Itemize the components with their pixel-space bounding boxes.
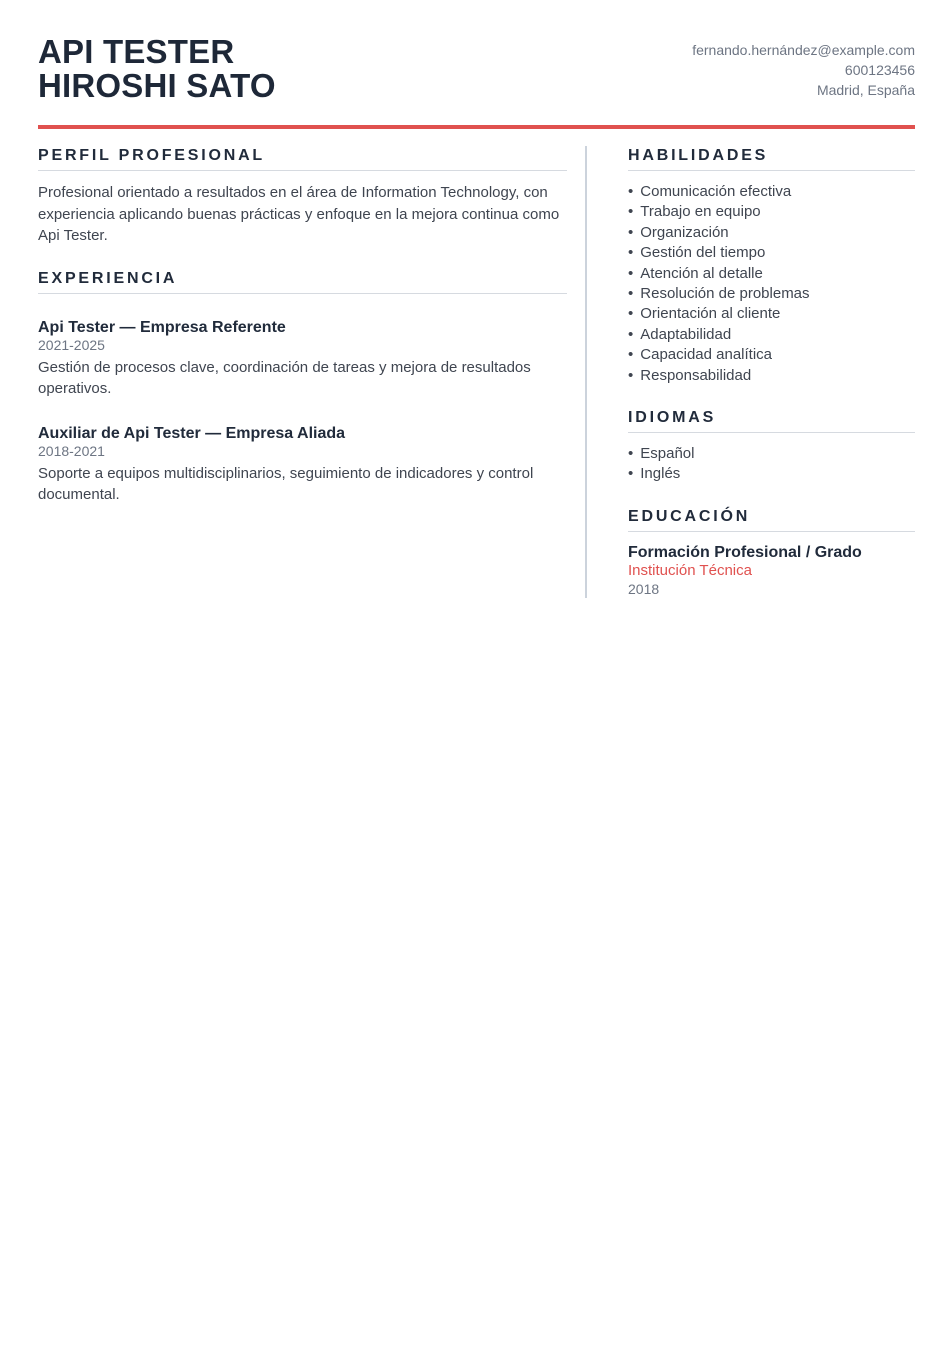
bullet-icon: • (628, 244, 634, 262)
skill-label: Resolución de problemas (640, 285, 810, 303)
bullet-icon: • (628, 203, 634, 221)
contact-info (692, 40, 915, 100)
bullet-icon: • (628, 183, 634, 200)
job-entry (38, 424, 567, 506)
skill-item (628, 345, 915, 365)
contact-email: fernando.hernández@example.com (692, 42, 915, 58)
bullet-icon: • (628, 305, 634, 323)
skill-item (628, 366, 915, 386)
bullet-icon: • (628, 346, 634, 364)
resume-body (38, 146, 915, 632)
job-period: 2021-2025 (38, 336, 105, 353)
section-profile (38, 146, 567, 247)
skill-label: Adaptabilidad (640, 325, 732, 343)
education-institution: Institución Técnica (628, 561, 752, 579)
bullet-icon: • (628, 445, 634, 463)
name-line-2: HIROSHI SATO (38, 67, 276, 104)
education-degree: Formación Profesional / Grado (628, 543, 862, 561)
languages-list (628, 444, 915, 485)
resume-header (38, 35, 915, 103)
skills-heading: HABILIDADES (628, 146, 915, 171)
contact-phone: 600123456 (844, 62, 915, 78)
language-label: Español (640, 445, 695, 463)
skill-label: Gestión del tiempo (640, 244, 766, 262)
skill-label: Responsabilidad (640, 366, 752, 384)
experience-heading: EXPERIENCIA (38, 269, 567, 294)
profile-heading: PERFIL PROFESIONAL (38, 146, 567, 171)
name-line-1: API TESTER (38, 33, 235, 70)
section-education (628, 507, 915, 598)
skill-label: Orientación al cliente (640, 305, 781, 323)
bullet-icon: • (628, 264, 634, 282)
column-divider-line (585, 146, 587, 598)
language-label: Inglés (640, 465, 681, 483)
job-title: Api Tester — Empresa Referente (38, 318, 286, 336)
skill-item (628, 182, 915, 202)
skills-list (628, 182, 915, 386)
language-item (628, 444, 915, 464)
skill-label: Trabajo en equipo (640, 203, 761, 221)
job-entry (38, 318, 567, 400)
education-year: 2018 (628, 580, 660, 597)
language-item (628, 464, 915, 484)
skill-item (628, 243, 915, 263)
section-skills (628, 146, 915, 386)
skill-label: Organización (640, 223, 729, 241)
skill-item (628, 325, 915, 345)
contact-location: Madrid, España (816, 82, 915, 98)
skill-item (628, 202, 915, 222)
skill-label: Atención al detalle (640, 264, 763, 282)
bullet-icon: • (628, 366, 634, 384)
bullet-icon: • (628, 325, 634, 343)
skill-item (628, 223, 915, 243)
left-column (38, 146, 567, 598)
section-languages (628, 408, 915, 485)
bullet-icon: • (628, 465, 634, 483)
right-column (628, 146, 915, 598)
skill-item (628, 284, 915, 304)
skill-label: Comunicación efectiva (640, 183, 792, 200)
job-description: Soporte a equipos multidisciplinarios, seguimiento de indicadores y control documental. (38, 464, 534, 503)
bullet-icon: • (628, 285, 634, 303)
skill-item (628, 264, 915, 284)
job-period: 2018-2021 (38, 442, 105, 459)
languages-heading: IDIOMAS (628, 408, 915, 433)
education-heading: EDUCACIÓN (628, 507, 915, 532)
job-title: Auxiliar de Api Tester — Empresa Aliada (38, 424, 346, 442)
accent-divider-rule (38, 125, 915, 129)
bullet-icon: • (628, 223, 634, 241)
profile-text: Profesional orientado a resultados en el área de Information Technology, con experiencia aplicando buenas prácticas y enfoque en la mejora continua como Api Tester. (38, 184, 560, 244)
section-experience (38, 269, 567, 506)
candidate-name (38, 35, 276, 103)
skill-item (628, 304, 915, 324)
skill-label: Capacidad analítica (640, 346, 773, 364)
job-description: Gestión de procesos clave, coordinación de tareas y mejora de resultados operativos. (38, 358, 531, 397)
